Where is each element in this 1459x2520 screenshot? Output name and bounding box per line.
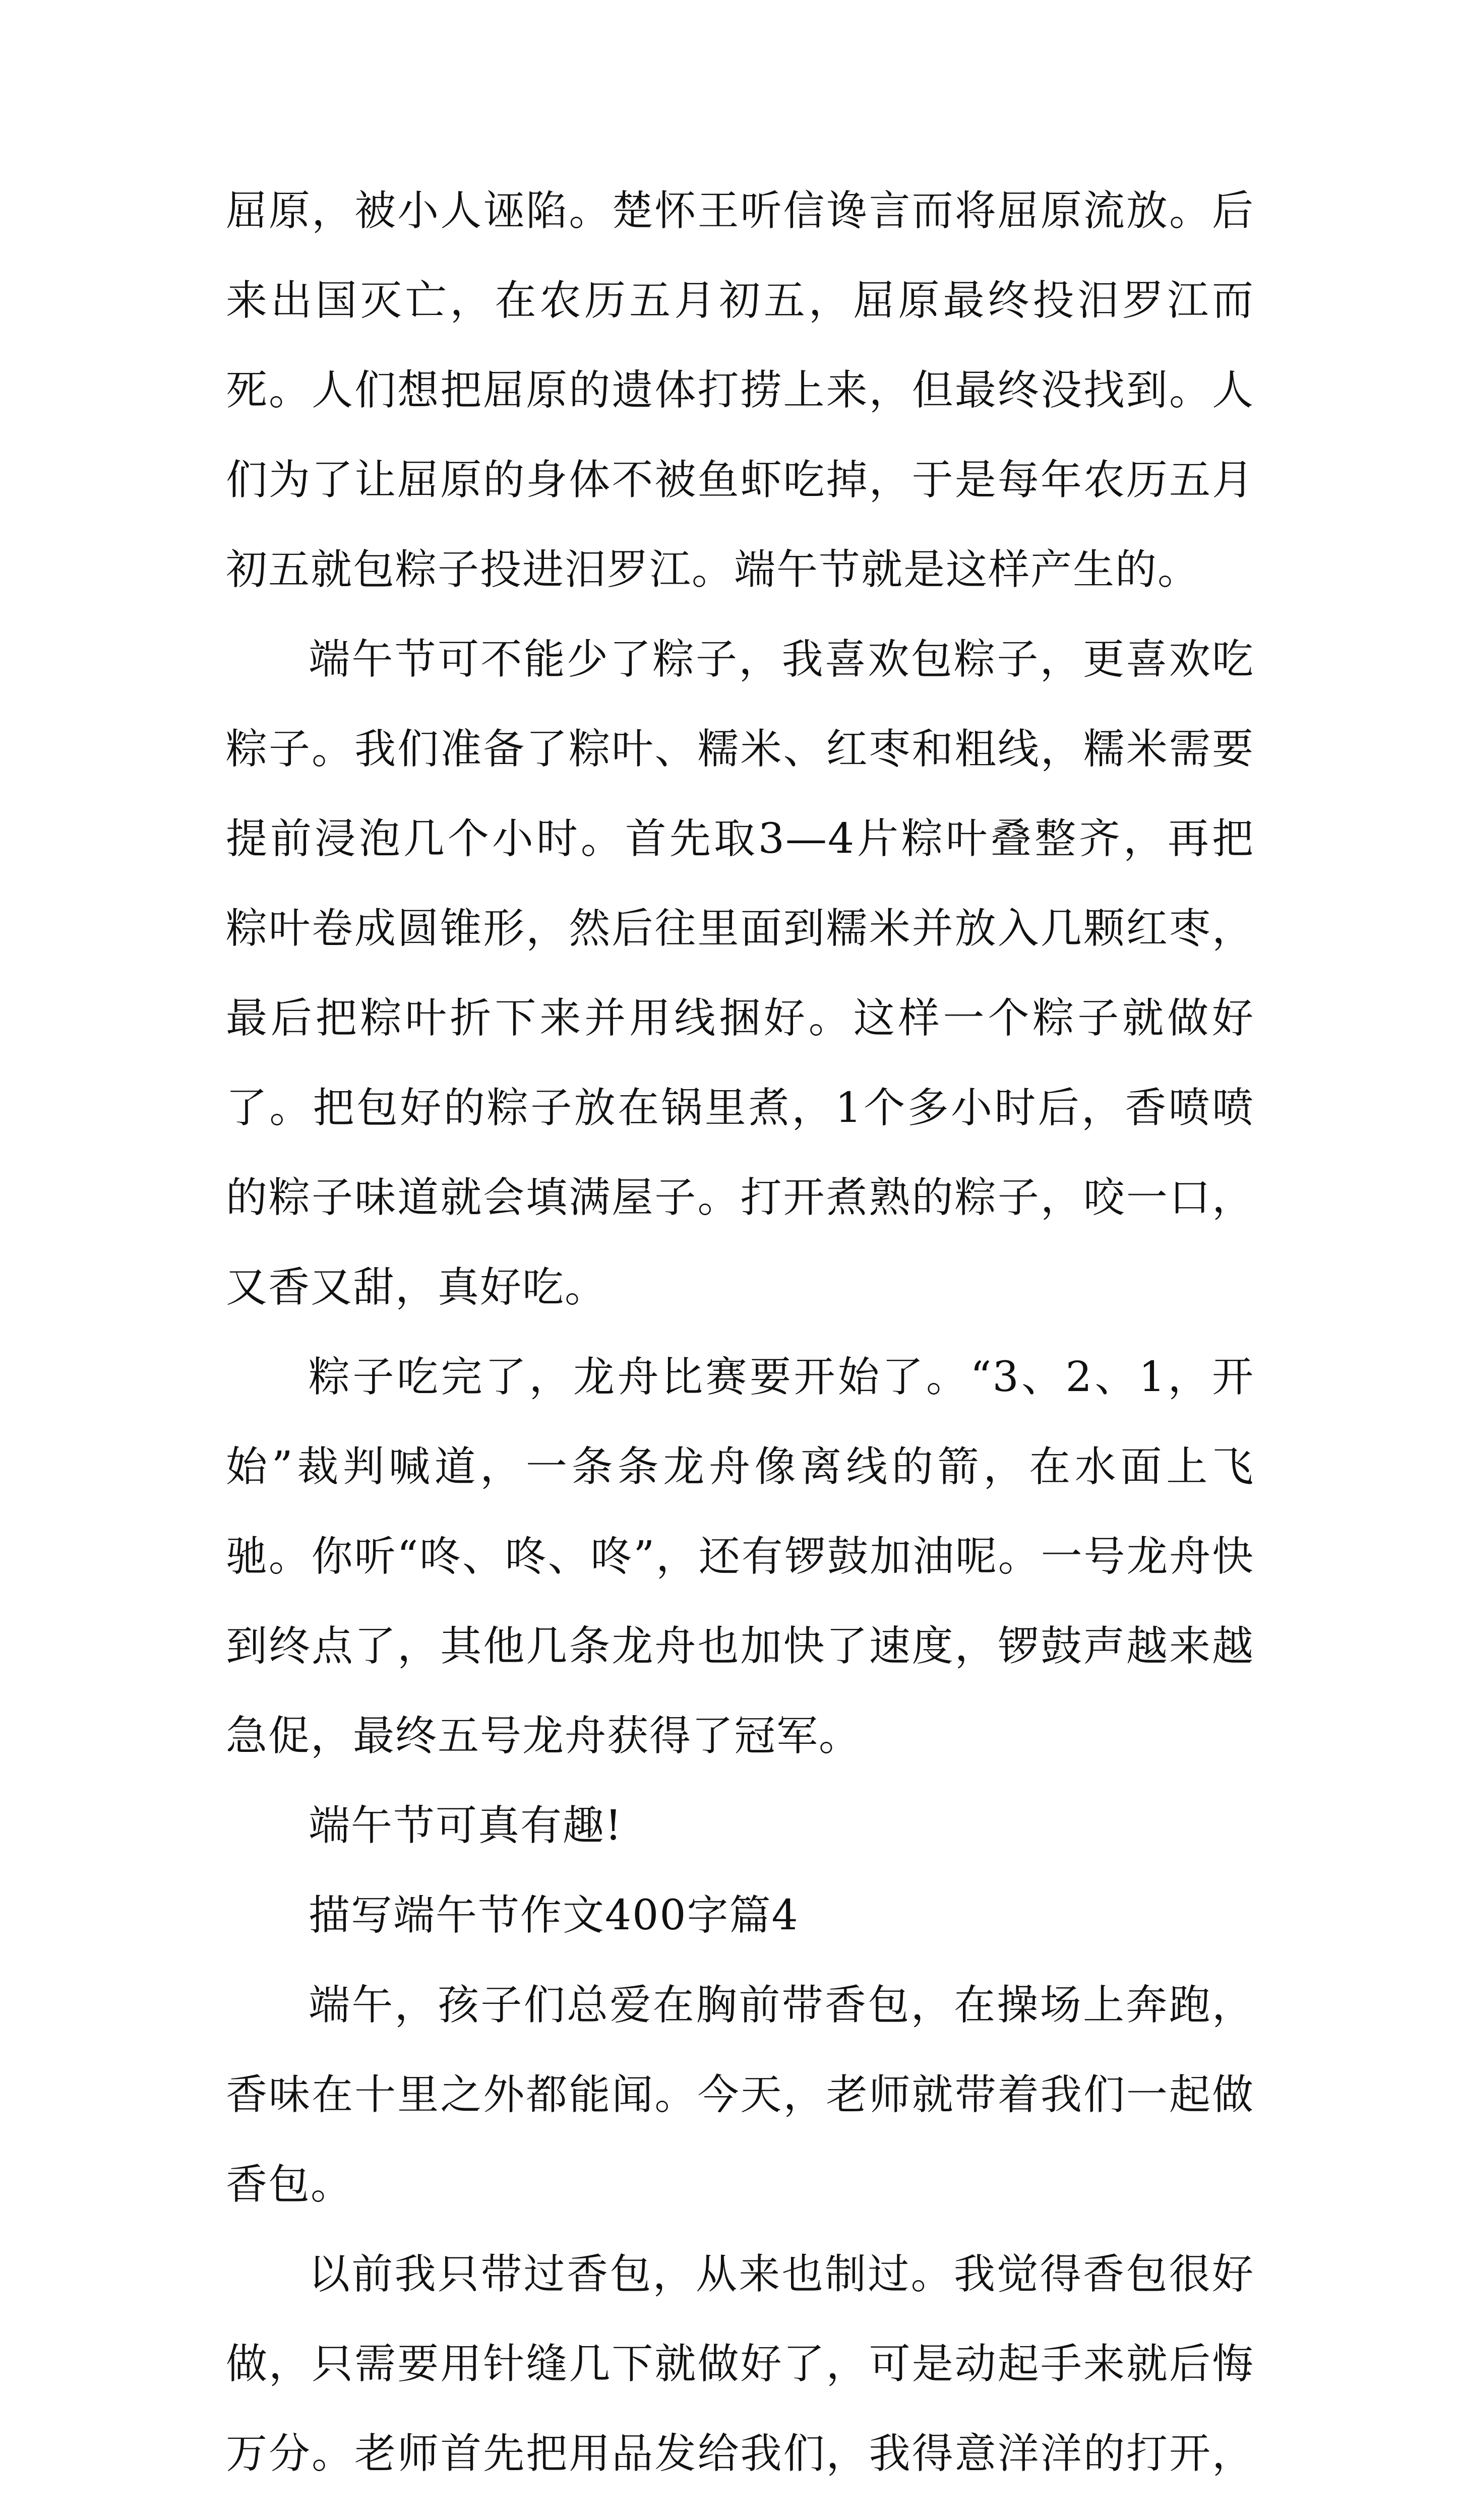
paragraph-making-sachets: 以前我只带过香包，从来也制过。我觉得香包很好做，只需要用针缝几下就做好了，可是动起手来就后悔万分。老师首先把用品发给我们，我得意洋洋的打开， (226, 2250, 1254, 2478)
paragraph-sachets-intro: 端午，孩子们总爱在胸前带香包，在操场上奔跑，香味在十里之外都能闻。今天，老师就带着我们一起做香包。 (226, 1981, 1254, 2209)
document-body (226, 166, 1254, 2520)
paragraph-qu-yuan-story: 屈原，被小人诬陷。楚怀王听信谗言而将屈原流放。后来出国灭亡，在农历五月初五，屈原最终投汨罗江而死。人们想把屈原的遗体打捞上来，但最终没找到。人们为了让屈原的身体不被鱼虾吃掉，于是每年农历五月初五就包粽子投进汨罗江。端午节就是这样产生的。 (226, 187, 1254, 594)
essay-heading: 描写端午节作文400字篇4 (309, 1892, 799, 1939)
paragraph-dragon-boat-race: 粽子吃完了，龙舟比赛要开始了。“3、2、1，开始”裁判喊道，一条条龙舟像离线的箭，在水面上飞驰。你听“咚、咚、咚”，还有锣鼓加油呢。一号龙舟快到终点了，其他几条龙舟也加快了速度，锣鼓声越来越急促，最终五号龙舟获得了冠军。 (226, 1353, 1254, 1760)
paragraph-festival-fun: 端午节可真有趣! (309, 1802, 623, 1850)
paragraph-making-zongzi: 端午节可不能少了粽子，我喜欢包粽子，更喜欢吃粽子。我们准备了粽叶、糯米、红枣和粗线，糯米需要提前浸泡几个小时。首先取3—4片粽叶叠整齐，再把粽叶卷成圆锥形，然后往里面到糯米并放入几颗红枣，最后把粽叶折下来并用线捆好。这样一个粽子就做好了。把包好的粽子放在锅里煮，1个多小时后，香喷喷的粽子味道就会填满屋子。打开煮熟的粽子，咬一口，又香又甜，真好吃。 (226, 636, 1254, 1311)
